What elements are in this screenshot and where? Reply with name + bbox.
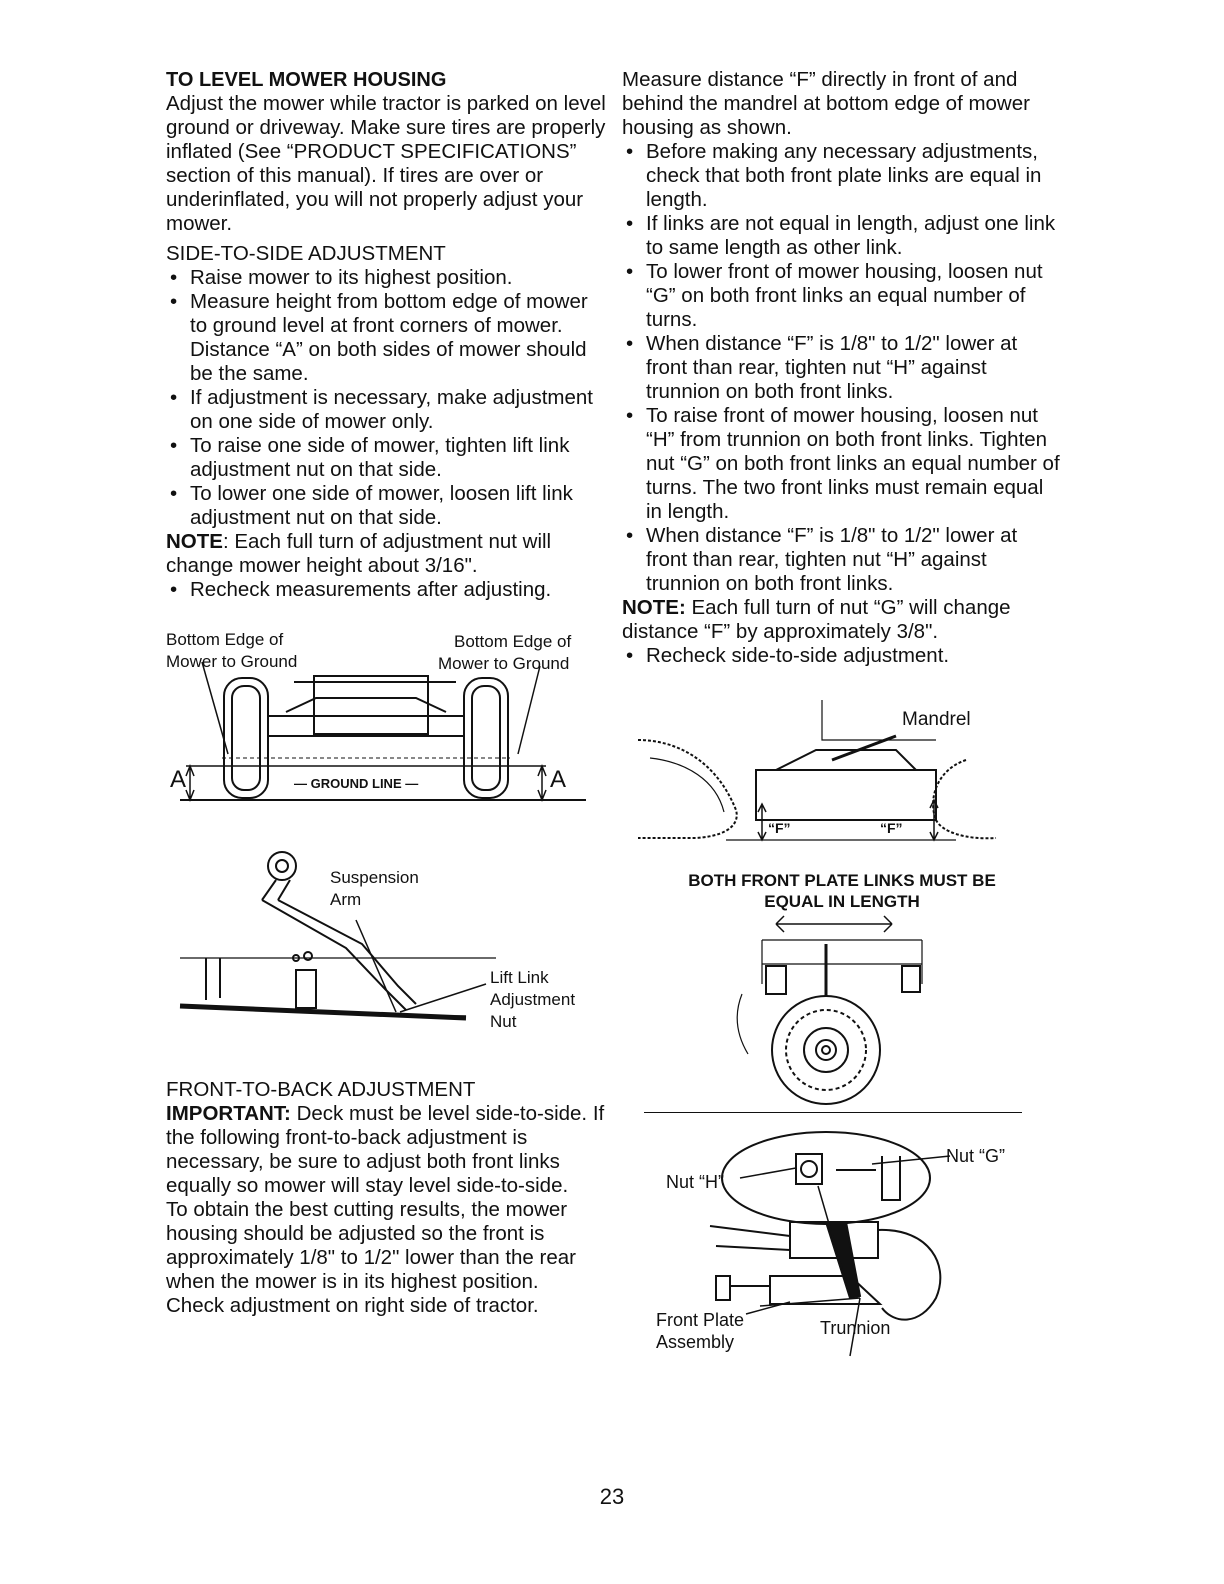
fig-label: Arm [330,890,362,909]
distance-f-label: “F” [880,820,903,836]
divider [644,1112,1022,1113]
fig-label: Lift Link [490,968,549,987]
trunnion-label: Trunnion [820,1318,891,1338]
list-item: • If adjustment is necessary, make adjustment on one side of mower only. [166,386,606,434]
list-item: • To lower front of mower housing, loosen nut “G” on both front links an equal number of turns. [622,260,1062,332]
recheck-list [166,578,606,602]
fig-label: Mower to Ground [438,654,570,673]
distance-a-label: A [170,766,187,793]
fig-label: Suspension [330,868,419,887]
note-text: Each full turn of nut “G” will change distance “F” by approximately 3/8". [622,596,1011,643]
note [166,530,606,578]
important-text: Deck must be level side-to-side. If the following front-to-back adjustment is necessary, be sure to adjust both front links equally so mower will stay level side-to-side. [166,1102,605,1197]
front-links-drawing [722,914,962,1114]
list-item: • Recheck measurements after adjusting. [166,578,606,602]
note-label: NOTE: [622,596,686,619]
right-column [622,68,1062,668]
list-item: • When distance “F” is 1/8" to 1/2" lower at front than rear, tighten nut “H” against trunnion on both front links. [622,332,1062,404]
note-label: NOTE [166,530,223,553]
caption-line: BOTH FRONT PLATE LINKS MUST BE [688,871,996,890]
list-item: • To raise one side of mower, tighten lift link adjustment nut on that side. [166,434,606,482]
front-to-back-section [166,1078,606,1318]
list-item: • Measure height from bottom edge of mower to ground level at front corners of mower. Distance “A” on both sides of mower should be the same. [166,290,606,386]
recheck-list [622,644,1062,668]
nut-h-label: Nut “H” [666,1172,724,1192]
note-text: : Each full turn of adjustment nut will change mower height about 3/16". [166,530,552,577]
front-plate-label: Assembly [656,1332,735,1352]
check-paragraph: Check adjustment on right side of tractor. [166,1294,539,1317]
distance-a-label: A [550,766,567,793]
ground-line-label: — GROUND LINE — [290,776,422,791]
caption-line: EQUAL IN LENGTH [764,892,920,911]
nuts-figure [650,1126,1030,1366]
page-number: 23 [599,1484,625,1509]
list-item: • To lower one side of mower, loosen lift link adjustment nut on that side. [166,482,606,530]
ground-line-figure [166,626,606,806]
fig-label: Mower to Ground [166,652,298,671]
fig-label: Adjustment [490,990,576,1009]
measure-paragraph: Measure distance “F” directly in front of and behind the mandrel at bottom edge of mower housing as shown. [622,68,1030,139]
important-label: IMPORTANT: [166,1102,291,1125]
links-caption [622,870,1062,912]
list-item: • When distance “F” is 1/8" to 1/2" lower at front than rear, tighten nut “H” against trunnion on both front links. [622,524,1062,596]
list-item: • Before making any necessary adjustments, check that both front plate links are equal in length. [622,140,1062,212]
distance-f-label: “F” [768,820,791,836]
important-note [166,1102,606,1198]
note [622,596,1062,644]
obtain-paragraph: To obtain the best cutting results, the mower housing should be adjusted so the front is approximately 1/8" to 1/2" lower than the rear when the mower is in its highest position. [166,1198,576,1293]
list-item: • Raise mower to its highest position. [166,266,606,290]
nut-g-label: Nut “G” [946,1146,1006,1166]
side-to-side-list [166,266,606,530]
suspension-arm-figure [166,840,606,1040]
left-column [166,68,606,602]
intro-paragraph: Adjust the mower while tractor is parked on level ground or driveway. Make sure tires are properly inflated (See “PRODUCT SPECIFICATIONS” section of this manual). If tires are over or underinflated, you will not properly adjust your mower. [166,92,606,235]
front-link-list [622,140,1062,596]
front-to-back-heading: FRONT-TO-BACK ADJUSTMENT [166,1078,476,1101]
fig-label: Bottom Edge of [166,630,284,649]
fig-label: Nut [490,1012,517,1031]
mandrel-label: Mandrel [902,709,971,730]
front-plate-label: Front Plate [656,1310,745,1330]
list-item: • If links are not equal in length, adjust one link to same length as other link. [622,212,1062,260]
list-item: • To raise front of mower housing, loosen nut “H” from trunnion on both front links. Tighten nut “G” on both front links an equal number of turns. The two front links must remain equal in length. [622,404,1062,524]
fig-label: Bottom Edge of [454,632,572,651]
section-title: TO LEVEL MOWER HOUSING [166,69,447,91]
side-to-side-heading: SIDE-TO-SIDE ADJUSTMENT [166,242,446,265]
mandrel-figure [636,700,1006,850]
front-links-figure [722,914,962,1114]
list-item: • Recheck side-to-side adjustment. [622,644,1062,668]
